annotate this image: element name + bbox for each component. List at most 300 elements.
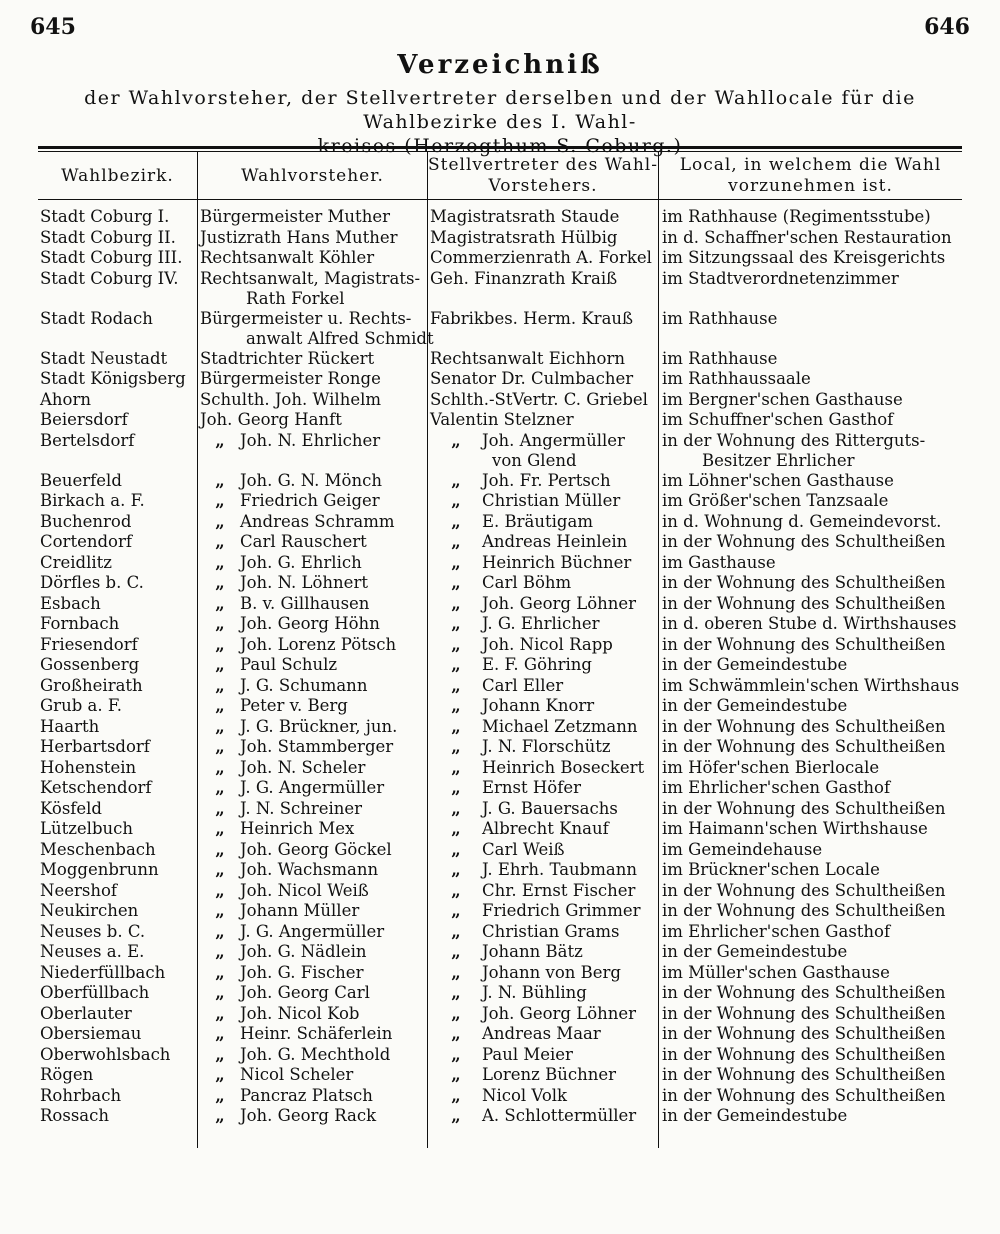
table-row [0,532,1000,553]
cell-wahlvorsteher-text: J. N. Schreiner [240,798,363,818]
cell-wahlvorsteher-text: Bürgermeister u. Rechts- [200,308,412,328]
table-row [0,369,1000,390]
cell-stellvertreter [430,410,656,431]
cell-stellvertreter-text: Carl Weiß [482,839,565,859]
cell-local-text: in der Wohnung des Schultheißen [662,1044,946,1064]
ditto-mark: „ [451,430,461,450]
table-top-rule-thin [38,151,962,152]
cell-stellvertreter-text: Fabrikbes. Herm. Krauß [430,308,634,328]
cell-local-text: im Rathhause (Regimentsstube) [662,207,931,226]
cell-stellvertreter [430,309,656,330]
table-row [0,737,1000,758]
cell-wahlvorsteher-text: Joh. Nicol Weiß [240,880,369,900]
ditto-mark: „ [451,757,461,777]
cell-local-text: in der Wohnung des Schultheißen [662,1024,946,1043]
cell-wahlbezirk-text: Rohrbach [40,1085,122,1105]
cell-wahlbezirk [40,819,196,840]
ditto-mark: „ [451,839,461,859]
cell-wahlvorsteher-text: Joh. Wachsmann [240,860,379,879]
cell-wahlbezirk-text: Stadt Coburg III. [40,248,183,267]
ditto-mark: „ [451,532,461,551]
cell-local [662,799,962,820]
ditto-mark: „ [215,798,225,818]
ditto-mark: „ [215,1024,225,1043]
cell-stellvertreter [430,512,656,533]
table-row [0,901,1000,922]
table-row [0,819,1000,840]
cell-wahlbezirk [40,983,196,1004]
cell-stellvertreter [430,778,656,799]
cell-stellvertreter-text: Geh. Finanzrath Kraiß [430,268,618,288]
cell-stellvertreter-text: Andreas Maar [482,1024,601,1043]
ditto-mark: „ [451,798,461,818]
cell-local-continuation: Besitzer Ehrlicher [702,450,855,470]
cell-local [662,228,962,249]
cell-stellvertreter-text: Christian Grams [482,921,620,941]
cell-wahlvorsteher-text: Friedrich Geiger [240,491,380,510]
cell-local [662,819,962,840]
cell-wahlvorsteher [200,369,426,390]
table-row [0,614,1000,635]
cell-wahlbezirk [40,390,196,411]
cell-wahlvorsteher [200,901,426,922]
ditto-mark: „ [215,1106,225,1125]
cell-stellvertreter [430,390,656,411]
table-row [0,207,1000,228]
cell-wahlbezirk [40,840,196,861]
cell-wahlvorsteher-text: Joh. N. Ehrlicher [240,430,381,450]
ditto-mark: „ [215,757,225,777]
cell-wahlbezirk [40,309,196,330]
cell-wahlvorsteher-text: Joh. G. Fischer [240,962,364,982]
cell-local [662,512,962,533]
ditto-mark: „ [451,511,461,531]
table-row [0,758,1000,779]
cell-local [662,614,962,635]
table-row [0,860,1000,881]
cell-local [662,532,962,553]
ditto-mark: „ [215,470,225,490]
table-row [0,410,1000,431]
ditto-mark: „ [215,880,225,900]
cell-wahlvorsteher-text: Joh. Stammberger [240,737,394,756]
ditto-mark: „ [451,573,461,592]
cell-local [662,963,962,984]
cell-wahlvorsteher-text: Carl Rauschert [240,532,367,551]
ditto-mark: „ [215,491,225,510]
cell-stellvertreter-text: J. G. Bauersachs [482,798,618,818]
ditto-mark: „ [215,737,225,756]
ditto-mark: „ [215,819,225,838]
ditto-mark: „ [215,552,225,572]
table-row [0,431,1000,471]
cell-wahlbezirk [40,1106,196,1127]
cell-wahlvorsteher-text: Heinrich Mex [240,819,355,838]
cell-wahlvorsteher [200,431,426,452]
cell-wahlbezirk [40,635,196,656]
cell-wahlbezirk-text: Stadt Königsberg [40,369,186,388]
cell-wahlvorsteher-text: Joh. Georg Rack [240,1106,377,1125]
cell-local [662,309,962,330]
cell-wahlbezirk-text: Hohenstein [40,757,137,777]
cell-local [662,369,962,390]
cell-local [662,860,962,881]
cell-wahlbezirk-text: Beiersdorf [40,410,128,429]
cell-wahlbezirk [40,737,196,758]
cell-stellvertreter-text: Johann Bätz [482,942,583,961]
cell-local [662,248,962,269]
cell-wahlvorsteher [200,860,426,881]
cell-wahlbezirk-text: Ahorn [40,389,91,409]
table-top-rule [38,146,962,149]
cell-stellvertreter [430,922,656,943]
cell-stellvertreter [430,614,656,635]
cell-stellvertreter [430,1024,656,1045]
cell-wahlbezirk-text: Fornbach [40,614,120,633]
cell-local-text: in der Wohnung des Schultheißen [662,901,946,920]
ditto-mark: „ [215,1003,225,1023]
cell-local-text: in der Wohnung des Schultheißen [662,573,946,592]
cell-local-text: im Gemeindehause [662,839,823,859]
cell-local [662,635,962,656]
cell-wahlbezirk-text: Oberlauter [40,1003,132,1023]
cell-stellvertreter [430,369,656,390]
cell-wahlvorsteher [200,737,426,758]
ditto-mark: „ [215,921,225,941]
cell-wahlvorsteher [200,758,426,779]
table-row [0,676,1000,697]
cell-wahlbezirk [40,860,196,881]
cell-stellvertreter [430,635,656,656]
ditto-mark: „ [215,716,225,736]
cell-local-text: im Sitzungssaal des Kreisgerichts [662,248,946,267]
cell-local [662,717,962,738]
cell-wahlvorsteher-text: Joh. G. Mechthold [240,1044,391,1064]
cell-wahlbezirk-text: Lützelbuch [40,819,134,838]
cell-local-text: in der Wohnung des Schultheißen [662,1065,946,1084]
cell-local-text: im Haimann'schen Wirthshause [662,819,928,838]
cell-wahlbezirk [40,758,196,779]
cell-wahlbezirk-text: Gossenberg [40,655,140,674]
table-row [0,1106,1000,1127]
cell-local-text: in der Wohnung des Schultheißen [662,1003,946,1023]
cell-stellvertreter-text: Lorenz Büchner [482,1065,617,1084]
cell-wahlvorsteher [200,491,426,512]
table-row [0,269,1000,309]
cell-wahlvorsteher [200,512,426,533]
cell-stellvertreter-text: J. N. Florschütz [482,737,611,756]
cell-wahlbezirk [40,532,196,553]
cell-wahlvorsteher [200,655,426,676]
cell-wahlbezirk-text: Birkach a. F. [40,491,145,510]
table-row [0,594,1000,615]
cell-local [662,269,962,290]
cell-stellvertreter-text: Carl Eller [482,675,564,695]
cell-wahlbezirk [40,676,196,697]
cell-local-text: in der Wohnung des Schultheißen [662,716,946,736]
cell-wahlbezirk-text: Beuerfeld [40,470,122,490]
cell-stellvertreter-text: E. F. Göhring [482,655,592,674]
table-row [0,573,1000,594]
cell-local [662,1004,962,1025]
cell-stellvertreter-text: Rechtsanwalt Eichhorn [430,348,625,368]
cell-wahlvorsteher-text: Bürgermeister Muther [200,207,390,226]
cell-stellvertreter [430,553,656,574]
cell-wahlbezirk [40,512,196,533]
ditto-mark: „ [451,778,461,797]
cell-stellvertreter [430,573,656,594]
cell-stellvertreter [430,1106,656,1127]
cell-local-text: in d. Schaffner'schen Restauration [662,227,952,247]
cell-stellvertreter [430,942,656,963]
cell-local-text: im Rathhause [662,308,778,328]
cell-stellvertreter-text: Senator Dr. Culmbacher [430,369,634,388]
cell-wahlvorsteher-text: Joh. Lorenz Pötsch [240,634,397,654]
cell-wahlbezirk [40,655,196,676]
cell-local-text: im Löhner'schen Gasthause [662,470,894,490]
cell-wahlbezirk [40,717,196,738]
cell-stellvertreter [430,1065,656,1086]
ditto-mark: „ [451,1044,461,1064]
cell-wahlvorsteher [200,1065,426,1086]
cell-local [662,1065,962,1086]
table-body [0,207,1000,1127]
cell-wahlbezirk [40,1086,196,1107]
cell-wahlbezirk-text: Neuses b. C. [40,921,146,941]
page-title: Verzeichniß [397,50,603,80]
cell-local [662,676,962,697]
cell-wahlvorsteher [200,553,426,574]
cell-local-text: im Rathhaussaale [662,369,811,388]
cell-stellvertreter-text: Joh. Angermüller [482,430,625,450]
cell-wahlvorsteher-text: Stadtrichter Rückert [200,348,375,368]
table-row [0,983,1000,1004]
cell-wahlbezirk-text: Meschenbach [40,839,156,859]
cell-wahlvorsteher [200,696,426,717]
cell-wahlvorsteher [200,308,434,348]
table-row [0,922,1000,943]
cell-wahlvorsteher [200,840,426,861]
cell-stellvertreter [430,881,656,902]
ditto-mark: „ [215,655,225,674]
cell-wahlbezirk [40,799,196,820]
cell-local [662,1024,962,1045]
cell-wahlvorsteher [200,778,426,799]
cell-wahlvorsteher-text: Nicol Scheler [240,1065,354,1084]
ditto-mark: „ [451,819,461,838]
table-row [0,635,1000,656]
cell-wahlbezirk-text: Rögen [40,1065,94,1084]
cell-stellvertreter-text: Carl Böhm [482,573,572,592]
cell-wahlvorsteher [200,963,426,984]
cell-wahlvorsteher [200,799,426,820]
cell-stellvertreter [430,758,656,779]
cell-local [662,881,962,902]
cell-stellvertreter [430,269,656,290]
cell-stellvertreter [430,1086,656,1107]
table-row [0,1024,1000,1045]
cell-wahlvorsteher-text: Joh. G. Ehrlich [240,552,362,572]
cell-wahlbezirk [40,1004,196,1025]
cell-wahlbezirk [40,1024,196,1045]
cell-stellvertreter-text: Schlth.-StVertr. C. Griebel [430,389,648,409]
cell-local [662,778,962,799]
cell-wahlbezirk-text: Großheirath [40,675,143,695]
cell-local-text: in der Gemeindestube [662,942,848,961]
ditto-mark: „ [215,511,225,531]
cell-local-text: im Ehrlicher'schen Gasthof [662,921,891,941]
cell-wahlbezirk-text: Haarth [40,716,100,736]
cell-wahlbezirk [40,491,196,512]
ditto-mark: „ [451,962,461,982]
cell-local [662,983,962,1004]
cell-wahlbezirk [40,778,196,799]
cell-wahlvorsteher [200,248,426,269]
cell-local-text: in der Gemeindestube [662,1106,848,1125]
ditto-mark: „ [215,696,225,715]
cell-stellvertreter [430,983,656,1004]
cell-stellvertreter-text: Ernst Höfer [482,778,581,797]
ditto-mark: „ [215,573,225,592]
cell-stellvertreter [430,207,656,228]
cell-stellvertreter-text: E. Bräutigam [482,511,593,531]
cell-stellvertreter-text: Commerzienrath A. Forkel [430,248,652,267]
cell-local [662,1106,962,1127]
header-wahlbezirk: Wahlbezirk. [61,165,174,186]
cell-wahlvorsteher [200,594,426,615]
cell-local-text: im Schwämmlein'schen Wirthshaus [662,675,960,695]
cell-local-text: im Brückner'schen Locale [662,860,880,879]
cell-stellvertreter-text: Joh. Fr. Pertsch [482,470,611,490]
cell-wahlvorsteher-text: B. v. Gillhausen [240,593,370,613]
ditto-mark: „ [451,921,461,941]
cell-local [662,942,962,963]
cell-stellvertreter [430,228,656,249]
cell-wahlbezirk [40,207,196,228]
cell-local [662,573,962,594]
ditto-mark: „ [215,1085,225,1105]
cell-wahlvorsteher-text: Pancraz Platsch [240,1085,373,1105]
cell-wahlvorsteher [200,635,426,656]
cell-stellvertreter [430,532,656,553]
cell-wahlbezirk [40,228,196,249]
cell-wahlbezirk [40,696,196,717]
cell-local [662,696,962,717]
ditto-mark: „ [451,1003,461,1023]
cell-stellvertreter-text: Magistratsrath Staude [430,207,620,226]
cell-wahlbezirk-text: Stadt Coburg IV. [40,268,179,288]
cell-wahlvorsteher-text: Joh. Georg Göckel [240,839,392,859]
ditto-mark: „ [215,778,225,797]
ditto-mark: „ [451,470,461,490]
cell-local-text: in der Wohnung des Ritterguts- [662,430,926,450]
ditto-mark: „ [451,1106,461,1125]
ditto-mark: „ [451,942,461,961]
cell-local-text: im Stadtverordnetenzimmer [662,268,899,288]
cell-wahlvorsteher [200,614,426,635]
cell-wahlbezirk [40,1045,196,1066]
cell-local-text: in d. oberen Stube d. Wirthshauses [662,614,957,633]
table-row [0,471,1000,492]
cell-wahlvorsteher-text: Joh. N. Löhnert [240,573,368,592]
cell-wahlvorsteher-text: Joh. Nicol Kob [240,1003,360,1023]
cell-local [662,901,962,922]
cell-wahlbezirk-text: Herbartsdorf [40,737,150,756]
cell-wahlvorsteher [200,717,426,738]
cell-stellvertreter [430,491,656,512]
cell-wahlbezirk [40,431,196,452]
cell-wahlbezirk [40,573,196,594]
ditto-mark: „ [451,634,461,654]
cell-local-text: im Gasthause [662,552,776,572]
ditto-mark: „ [215,593,225,613]
ditto-mark: „ [451,614,461,633]
ditto-mark: „ [451,1024,461,1043]
cell-stellvertreter-text: Friedrich Grimmer [482,901,641,920]
cell-local-text: in der Wohnung des Schultheißen [662,634,946,654]
ditto-mark: „ [215,675,225,695]
cell-stellvertreter [430,349,656,370]
ditto-mark: „ [215,942,225,961]
cell-stellvertreter-text: Magistratsrath Hülbig [430,227,618,247]
cell-wahlvorsteher-text: Joh. N. Scheler [240,757,366,777]
cell-local-text: in der Wohnung des Schultheißen [662,532,946,551]
cell-wahlbezirk [40,942,196,963]
header-local: Local, in welchem die Wahl vorzunehmen ist. [679,155,942,196]
cell-wahlbezirk [40,922,196,943]
cell-wahlbezirk-text: Buchenrod [40,511,132,531]
cell-wahlbezirk-text: Stadt Neustadt [40,348,168,368]
cell-local-text: im Schuffner'schen Gasthof [662,410,894,429]
ditto-mark: „ [215,962,225,982]
cell-local [662,390,962,411]
ditto-mark: „ [215,1065,225,1084]
cell-wahlvorsteher [200,819,426,840]
cell-local [662,553,962,574]
cell-wahlvorsteher-text: Heinr. Schäferlein [240,1024,393,1043]
cell-wahlvorsteher [200,1106,426,1127]
table-row [0,1004,1000,1025]
cell-wahlvorsteher-text: Joh. G. Nädlein [240,942,367,961]
cell-wahlbezirk-text: Dörfles b. C. [40,573,144,592]
cell-stellvertreter-continuation: von Glend [492,450,577,470]
subtitle-line-2: kreises (Herzogthum S. Coburg.) [317,135,683,157]
ditto-mark: „ [451,491,461,510]
cell-wahlvorsteher-text: Bürgermeister Ronge [200,369,381,388]
cell-stellvertreter [430,840,656,861]
cell-stellvertreter-text: J. G. Ehrlicher [482,614,600,633]
cell-stellvertreter [430,963,656,984]
cell-wahlvorsteher-text: Rechtsanwalt, Magistrats- [200,268,421,288]
cell-local-text: im Größer'schen Tanzsaale [662,491,889,510]
table-row [0,655,1000,676]
cell-wahlbezirk [40,248,196,269]
ditto-mark: „ [451,880,461,900]
cell-wahlbezirk-text: Neershof [40,880,117,900]
cell-wahlvorsteher-continuation: anwalt Alfred Schmidt [246,328,434,348]
ditto-mark: „ [215,860,225,879]
header-stellvertreter: Stellvertreter des Wahl-Vorstehers. [428,155,658,196]
table-row [0,942,1000,963]
page-number-right: 646 [924,14,970,40]
cell-local [662,737,962,758]
cell-stellvertreter [430,696,656,717]
ditto-mark: „ [215,1044,225,1064]
ditto-mark: „ [451,655,461,674]
cell-wahlbezirk-text: Ketschendorf [40,778,152,797]
cell-local [662,758,962,779]
cell-local-text: im Müller'schen Gasthause [662,962,890,982]
